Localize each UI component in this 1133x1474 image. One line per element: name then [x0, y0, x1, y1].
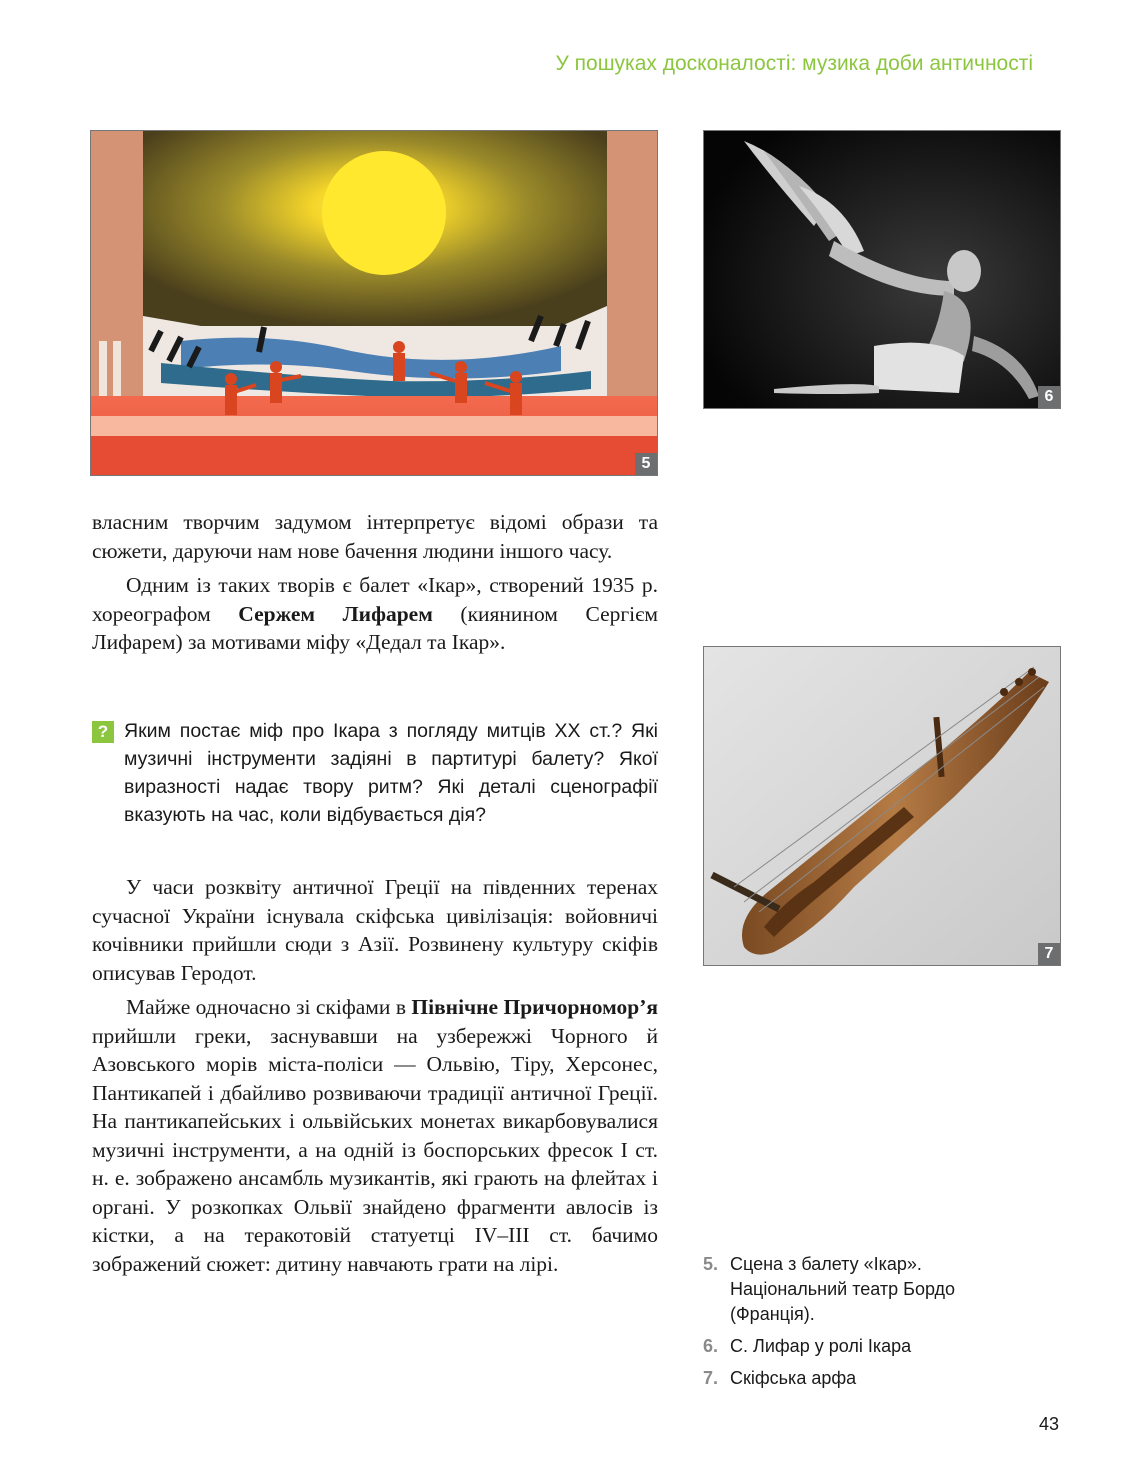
caption-number: 5.: [703, 1254, 719, 1274]
caption-number: 6.: [703, 1336, 719, 1356]
question-block: [92, 717, 658, 829]
lifar-icarus-photo: [703, 130, 1061, 409]
paragraph: [92, 993, 658, 1278]
body-text-bottom: [92, 873, 658, 1278]
paragraph: власним творчим задумом інтерпретує відомі образи та сюжети, даруючи нам нове бачення людини іншого часу.: [92, 510, 658, 563]
paragraph: У часи розквіту античної Греції на південних теренах сучасної України існувала скіфська цивілізація: войовничі кочівники прийшли сюди з Азії. Розвинену культуру скіфів описував Геродот.: [92, 875, 658, 985]
scythian-harp-photo: [703, 646, 1061, 966]
caption-number: 7.: [703, 1368, 719, 1388]
caption-text: Сцена з балету «Ікар». Національний театр Бордо (Франція).: [730, 1254, 956, 1324]
ballet-stage-photo: [90, 130, 658, 476]
caption-item: [703, 1334, 1023, 1359]
caption-text: Скіфська арфа: [730, 1368, 857, 1388]
caption-text: С. Лифар у ролі Ікара: [730, 1336, 912, 1356]
question-text: Яким постає міф про Ікара з погляду митців XX ст.? Які музичні інструменти задіяні в партитурі балету? Якої виразності надає твору ритм? Які деталі сценографії вказують на час, коли відбувається дія?: [124, 720, 658, 826]
figure-number-badge: 7: [1038, 943, 1060, 965]
figure-captions: [703, 1252, 1023, 1398]
text-run: прийшли греки, заснувавши на узбережжі Чорного й Азовського морів міста-поліси — Ольвію, Тіру, Херсонес, Пантикапей і дбайливо розвиваючи традиції античної Греції. На пантикапейських і ольвійських монетах викарбовувалися музичні інструменти, а на одній із боспорських фресок І ст. н. е. зображено ансамбль музикантів, які грають на флейтах і органі. У розкопках Ольвії знайдено фрагменти авлосів із кістки, а на теракотовій статуетці IV–III ст. бачимо зображений сюжет: дитину навчають грати на лірі.: [92, 1023, 658, 1276]
text-run: Одним із таких творів є балет «Ікар», створений 1935 р. хореографом: [92, 573, 658, 626]
text-run: (киянином Сергієм Лифарем) за мотивами міфу «Дедал та Ікар».: [92, 601, 658, 654]
caption-item: [703, 1252, 1023, 1327]
emphasis-name: Сержем Лифарем: [238, 601, 433, 626]
figure-number-badge: 5: [635, 453, 657, 475]
text-run: Майже одночасно зі скіфами в: [126, 995, 412, 1019]
running-header: У пошуках досконалості: музика доби античності: [555, 52, 1033, 75]
page-number: 43: [1038, 1414, 1059, 1434]
figure-number-badge: 6: [1038, 386, 1060, 408]
caption-item: [703, 1366, 1023, 1391]
body-text-top: [92, 508, 658, 657]
question-icon: ?: [92, 721, 114, 743]
paragraph: [92, 571, 658, 657]
emphasis-name: Північне Причорномор’я: [411, 995, 658, 1019]
